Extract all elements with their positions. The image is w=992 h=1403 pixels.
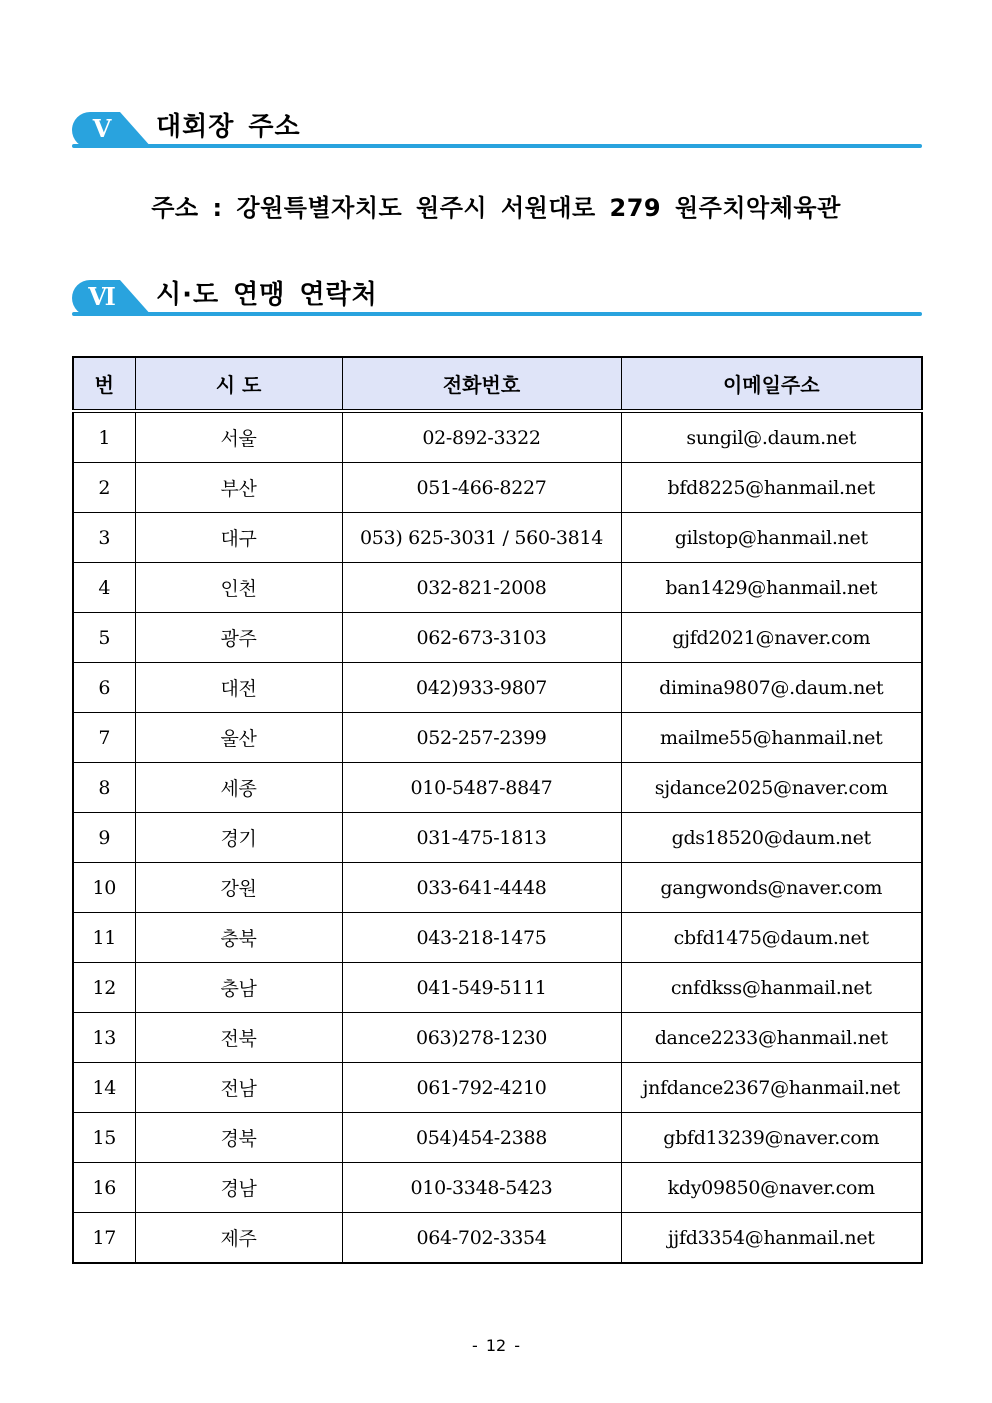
table-row [73,1213,922,1264]
table-row [73,963,922,1013]
table-row [73,713,922,763]
table-row [73,563,922,613]
table-body [73,411,922,1263]
cell-region: 강원 [135,863,342,913]
cell-phone: 032-821-2008 [342,563,621,613]
cell-region: 부산 [135,463,342,513]
section-underline [72,312,922,316]
cell-region: 전남 [135,1063,342,1113]
cell-region: 대전 [135,663,342,713]
cell-no: 11 [73,913,135,963]
cell-region: 충북 [135,913,342,963]
cell-phone: 041-549-5111 [342,963,621,1013]
header-region: 시 도 [135,357,342,411]
cell-email: dance2233@hanmail.net [621,1013,922,1063]
cell-phone: 043-218-1475 [342,913,621,963]
cell-phone: 062-673-3103 [342,613,621,663]
cell-email: gjfd2021@naver.com [621,613,922,663]
cell-no: 5 [73,613,135,663]
table-row [73,1113,922,1163]
header-phone: 전화번호 [342,357,621,411]
section-header-contacts [72,276,922,316]
cell-email: gilstop@hanmail.net [621,513,922,563]
cell-region: 세종 [135,763,342,813]
cell-phone: 010-3348-5423 [342,1163,621,1213]
cell-email: mailme55@hanmail.net [621,713,922,763]
cell-no: 1 [73,411,135,463]
cell-no: 6 [73,663,135,713]
header-email: 이메일주소 [621,357,922,411]
cell-no: 13 [73,1013,135,1063]
cell-region: 대구 [135,513,342,563]
cell-phone: 063)278-1230 [342,1013,621,1063]
table-row [73,463,922,513]
cell-no: 12 [73,963,135,1013]
cell-phone: 051-466-8227 [342,463,621,513]
table-row [73,1063,922,1113]
section-title: 시·도 연맹 연락처 [156,280,378,310]
cell-no: 16 [73,1163,135,1213]
cell-phone: 054)454-2388 [342,1113,621,1163]
cell-region: 경남 [135,1163,342,1213]
cell-email: jnfdance2367@hanmail.net [621,1063,922,1113]
cell-region: 경기 [135,813,342,863]
cell-region: 제주 [135,1213,342,1264]
venue-address: 주소 : 강원특별자치도 원주시 서원대로 279 원주치악체육관 [151,194,841,222]
cell-region: 광주 [135,613,342,663]
cell-region: 인천 [135,563,342,613]
cell-region: 전북 [135,1013,342,1063]
cell-email: gangwonds@naver.com [621,863,922,913]
table-row [73,863,922,913]
cell-phone: 02-892-3322 [342,411,621,463]
table-row [73,613,922,663]
cell-email: bfd8225@hanmail.net [621,463,922,513]
cell-email: dimina9807@.daum.net [621,663,922,713]
section-numeral: Ⅴ [92,114,112,143]
federation-contacts-table [72,356,923,1264]
table-row [73,411,922,463]
table-row [73,663,922,713]
cell-no: 9 [73,813,135,863]
section-header-venue [72,108,922,148]
page-number: - 12 - [471,1336,521,1355]
cell-phone: 042)933-9807 [342,663,621,713]
cell-region: 울산 [135,713,342,763]
cell-no: 14 [73,1063,135,1113]
cell-no: 7 [73,713,135,763]
cell-no: 2 [73,463,135,513]
table-row [73,763,922,813]
cell-email: cnfdkss@hanmail.net [621,963,922,1013]
cell-phone: 061-792-4210 [342,1063,621,1113]
cell-email: jjfd3354@hanmail.net [621,1213,922,1264]
cell-phone: 053) 625-3031 / 560-3814 [342,513,621,563]
table-row [73,1163,922,1213]
cell-region: 충남 [135,963,342,1013]
cell-phone: 033-641-4448 [342,863,621,913]
cell-email: sjdance2025@naver.com [621,763,922,813]
cell-no: 10 [73,863,135,913]
cell-phone: 052-257-2399 [342,713,621,763]
cell-no: 15 [73,1113,135,1163]
cell-email: gds18520@daum.net [621,813,922,863]
table-header-row [73,357,922,411]
cell-phone: 010-5487-8847 [342,763,621,813]
cell-no: 4 [73,563,135,613]
cell-no: 8 [73,763,135,813]
section-title: 대회장 주소 [156,112,301,142]
cell-region: 경북 [135,1113,342,1163]
cell-email: gbfd13239@naver.com [621,1113,922,1163]
table-row [73,813,922,863]
cell-phone: 031-475-1813 [342,813,621,863]
section-numeral: Ⅵ [88,282,116,311]
header-no: 번 [73,357,135,411]
cell-email: kdy09850@naver.com [621,1163,922,1213]
table-row [73,513,922,563]
cell-email: cbfd1475@daum.net [621,913,922,963]
cell-no: 3 [73,513,135,563]
cell-no: 17 [73,1213,135,1264]
cell-email: ban1429@hanmail.net [621,563,922,613]
cell-phone: 064-702-3354 [342,1213,621,1264]
table-row [73,913,922,963]
table-row [73,1013,922,1063]
section-underline [72,144,922,148]
cell-email: sungil@.daum.net [621,411,922,463]
cell-region: 서울 [135,411,342,463]
